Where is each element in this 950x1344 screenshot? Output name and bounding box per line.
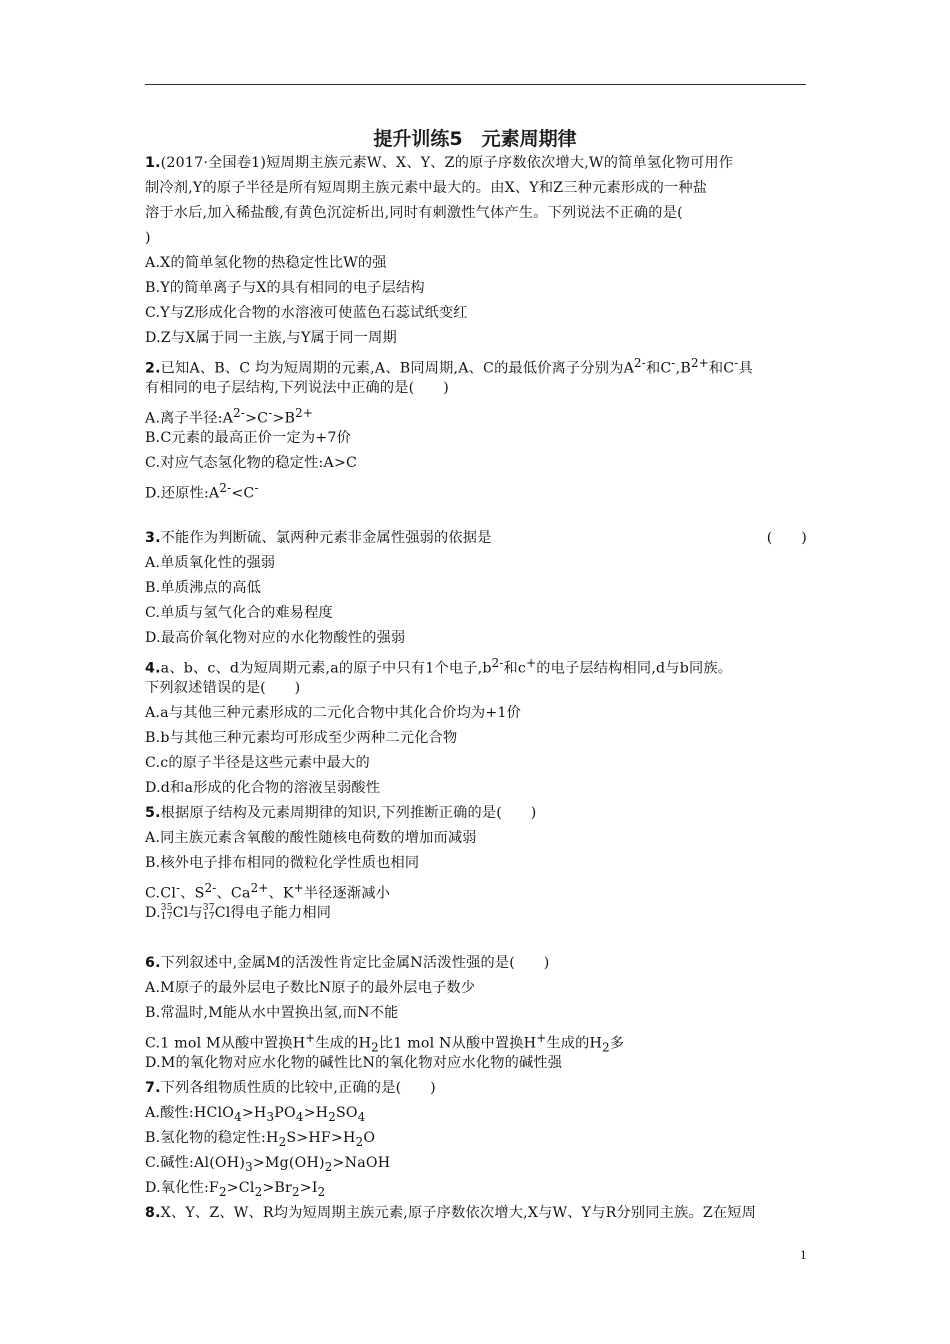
q6-stem: 6.下列叙述中,金属M的活泼性肯定比金属N活泼性强的是( ) [145,955,550,971]
q2-option-d: D.还原性$:A^{2-}<C^-$ [145,481,259,502]
spacer [145,501,807,526]
q1-option-b: B.Y的简单离子与X的具有相同的电子层结构 [145,280,425,296]
q6-option-d: D.M的氧化物对应水化物的碱性比N的氧化物对应水化物的碱性强 [145,1055,563,1071]
q4-option-a: A.a与其他三种元素形成的二元化合物中其化合价均为+1价 [145,705,522,721]
q1-stem-line3: 溶于水后,加入稀盐酸,有黄色沉淀析出,同时有刺激性气体产生。下列说法不正确的是( [145,205,683,221]
q4-option-b: B.b与其他三种元素均可形成至少两种二元化合物 [145,730,458,746]
q4-option-d: D.d和a形成的化合物的溶液呈弱酸性 [145,780,381,796]
q1-option-d: D.Z与X属于同一主族,与Y属于同一周期 [145,330,397,346]
q2-stem-line1: 2.已知A、B、C 均为短周期的元素,A、B同周期,A、C的最低价离子分别为$A^{2-}$和$C^-,B^{2+}$和C-具 [145,356,753,377]
q3-option-c: C.单质与氢气化合的难易程度 [145,605,333,621]
q1-stem-line4: ) [145,230,151,246]
q7-option-a: A.酸性$:HClO_4>H_3PO_4>H_2SO_4$ [145,1105,366,1124]
q4-stem-line1: 4.a、b、c、d为短周期元素,a的原子中只有1个电子$,b^{2-}$和c+的电子层结构相同,d与b同族。 [145,656,733,677]
isotope-label-cl37: 37 17 [202,903,215,922]
q8-stem: 8.X、Y、Z、W、R均为短周期主族元素,原子序数依次增大,X与W、Y与R分别同主族。Z在短周 [145,1205,757,1221]
q1-stem-line2: 制冷剂,Y的原子半径是所有短周期主族元素中最大的。由X、Y和Z三种元素形成的一种盐 [145,180,708,196]
q1-option-a: A.X的简单氢化物的热稳定性比W的强 [145,255,387,271]
q7-option-d: D.氧化性$:F_2>Cl_2>Br_2>I_2$ [145,1180,326,1199]
q5-option-c: C.Cl-、$S^{2-}$、$Ca^{2+}$、K+半径逐渐减小 [145,881,391,902]
q4-option-c: C.c的原子半径是这些元素中最大的 [145,755,370,771]
q4-stem-line2: 下列叙述错误的是( ) [145,680,301,696]
q5-option-d: D.35 17Cl与37 17Cl得电子能力相同 [145,903,332,922]
q2-option-c: C.对应气态氢化物的稳定性:A>C [145,455,358,471]
q2-stem-line2: 有相同的电子层结构,下列说法中正确的是( ) [145,380,449,396]
q5-stem: 5.根据原子结构及元素周期律的知识,下列推断正确的是( ) [145,805,537,821]
q2-option-a: A.离子半径$:A^{2-}>C^->B^{2+}$ [145,406,313,427]
q5-option-b: B.核外电子排布相同的微粒化学性质也相同 [145,855,420,871]
header-rule [145,84,806,85]
q1-option-c: C.Y与Z形成化合物的水溶液可使蓝色石蕊试纸变红 [145,305,468,321]
q6-option-a: A.M原子的最外层电子数比N原子的最外层电子数少 [145,980,476,996]
q3-option-d: D.最高价氧化物对应的水化物酸性的强弱 [145,630,406,646]
q6-option-b: B.常温时,M能从水中置换出氢,而N不能 [145,1005,399,1021]
q3-stem: 3.不能作为判断硫、氯两种元素非金属性强弱的依据是 ( ) [145,530,807,546]
page-number: 1 [800,1247,807,1262]
q7-option-c: C.碱性$:Al(OH)_3>Mg(OH)_2>NaOH$ [145,1155,391,1174]
q6-option-c: C.1 mol M从酸中置换H+生成的$H_2$比1 mol N从酸中置换H+生成的$H_2$多 [145,1031,625,1055]
document-body [145,151,807,1226]
q7-stem: 7.下列各组物质性质的比较中,正确的是( ) [145,1080,436,1096]
q1-stem-line1: 1.(2017·全国卷1)短周期主族元素W、X、Y、Z的原子序数依次增大,W的简单氢化物可用作 [145,155,734,171]
isotope-label-cl35: 35 17 [160,903,173,922]
page-title: 提升训练5 元素周期律 [373,128,577,150]
q7-option-b: B.氢化物的稳定性$:H_2S>HF>H_2O$ [145,1130,376,1149]
q2-option-b: B.C元素的最高正价一定为+7价 [145,430,351,446]
spacer [145,926,807,951]
q3-option-b: B.单质沸点的高低 [145,580,262,596]
q3-option-a: A.单质氧化性的强弱 [145,555,276,571]
q5-option-a: A.同主族元素含氧酸的酸性随核电荷数的增加而减弱 [145,830,477,846]
